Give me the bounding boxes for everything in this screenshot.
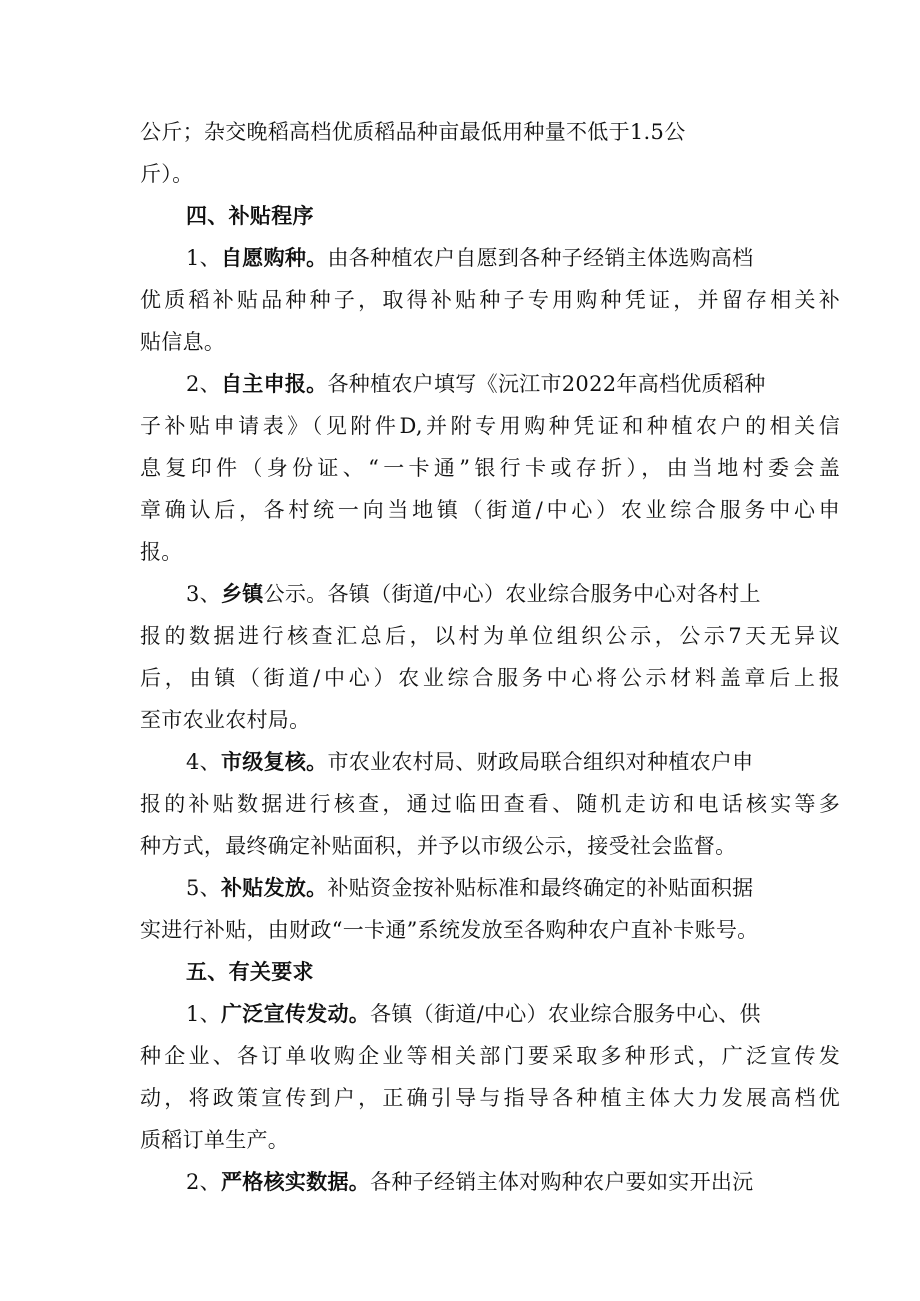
text-line: 种企业、各订单收购企业等相关部门要采取多种形式，广泛宣传发 <box>140 1044 840 1068</box>
text-line: 息复印件（身份证、“一卡通”银行卡或存折），由当地村委会盖 <box>140 456 840 480</box>
text-line: 报的补贴数据进行核查，通过临田查看、随机走访和电话核实等多 <box>140 792 840 816</box>
text-line: 优质稻补贴品种种子，取得补贴种子专用购种凭证，并留存相关补 <box>140 288 840 312</box>
text-line: 报的数据进行核查汇总后，以村为单位组织公示，公示7天无异议 <box>140 624 840 648</box>
text-line: 贴信息。 <box>140 330 226 354</box>
list-item-heading <box>186 243 840 273</box>
text-line: 实进行补贴，由财政“一卡通”系统发放至各购种农户直补卡账号。 <box>140 918 759 942</box>
text-line: 公斤；杂交晚稻高档优质稻品种亩最低用种量不低于1.5公 <box>140 120 686 144</box>
list-number: 3、 <box>186 582 221 606</box>
text-line: 质稻订单生产。 <box>140 1128 290 1152</box>
text-line: 动，将政策宣传到户，正确引导与指导各种植主体大力发展高档优 <box>140 1086 840 1110</box>
text-line: 种方式，最终确定补贴面积，并予以市级公示，接受社会监督。 <box>140 834 737 858</box>
list-item-title: 市级复核。 <box>220 750 328 774</box>
list-item-text: 补贴资金按补贴标准和最终确定的补贴面积据 <box>327 876 754 900</box>
text-line: 后，由镇（街道/中心）农业综合服务中心将公示材料盖章后上报 <box>140 666 840 690</box>
list-item-text: 市农业农村局、财政局联合组织对种植农户申 <box>327 750 754 774</box>
text-line: 章确认后，各村统一向当地镇（街道/中心）农业综合服务中心申 <box>140 498 840 522</box>
list-item-heading <box>186 579 840 609</box>
list-item-title: 自愿购种。 <box>220 246 328 270</box>
list-item-text: 各种子经销主体对购种农户要如实开出沅 <box>370 1170 754 1194</box>
list-item-text: 各种植农户填写《沅江市2022年高档优质稻种 <box>327 372 766 396</box>
list-item-title: 乡镇 <box>220 582 264 606</box>
list-number: 1、 <box>186 1002 221 1026</box>
section-heading: 四、补贴程序 <box>186 204 314 228</box>
list-item-heading <box>186 747 840 777</box>
text-line: 报。 <box>140 540 183 564</box>
list-item-text: 由各种植农户自愿到各种子经销主体选购高档 <box>327 246 754 270</box>
list-item-text: 各镇（街道/中心）农业综合服务中心、供 <box>370 1002 761 1026</box>
list-number: 2、 <box>186 1170 221 1194</box>
text-line: 至市农业农村局。 <box>140 708 311 732</box>
section-heading: 五、有关要求 <box>186 960 314 984</box>
list-item-title: 严格核实数据。 <box>220 1170 371 1194</box>
list-item-title: 自主申报。 <box>220 372 328 396</box>
list-number: 4、 <box>186 750 221 774</box>
list-number: 2、 <box>186 372 221 396</box>
list-item-text: 公示。各镇（街道/中心）农业综合服务中心对各村上 <box>263 582 761 606</box>
list-number: 1、 <box>186 246 221 270</box>
list-item-heading <box>186 873 840 903</box>
list-number: 5、 <box>186 876 221 900</box>
text-line: 斤）。 <box>140 162 194 186</box>
list-item-title: 补贴发放。 <box>220 876 328 900</box>
list-item-title: 广泛宣传发动。 <box>220 1002 371 1026</box>
list-item-heading <box>186 369 840 399</box>
list-item-heading <box>186 999 840 1029</box>
text-line: 子补贴申请表》（见附件D,并附专用购种凭证和种植农户的相关信 <box>140 414 840 438</box>
list-item-heading <box>186 1167 840 1197</box>
